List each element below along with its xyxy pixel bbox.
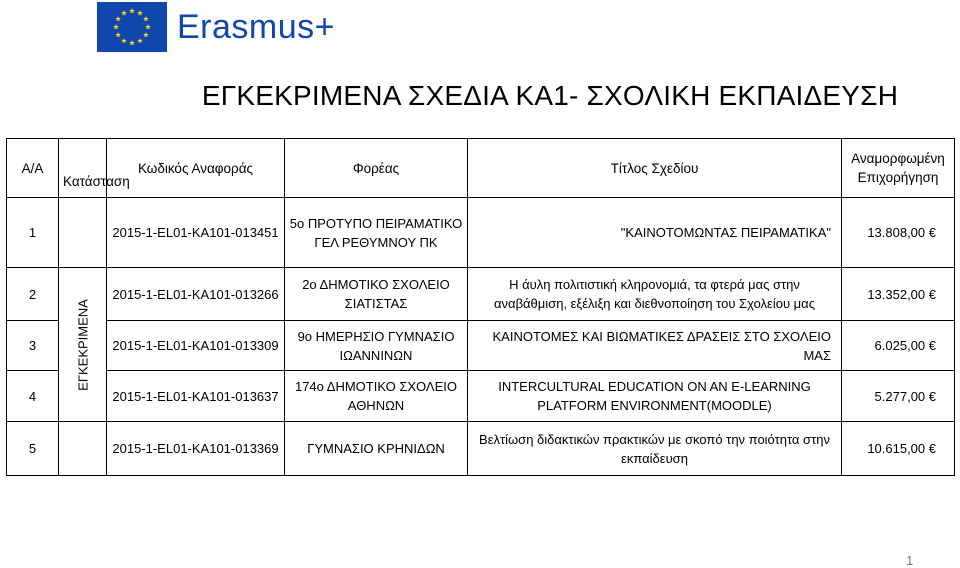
row-project: INTERCULTURAL EDUCATION ON AN E-LEARNING PLATFORM ENVIRONMENT(MOODLE) bbox=[468, 371, 842, 422]
row-grant: 6.025,00 € bbox=[842, 321, 955, 371]
flag-star-icon bbox=[115, 16, 121, 21]
table-row bbox=[7, 371, 955, 422]
row-code: 2015-1-EL01-KA101-013451 bbox=[107, 198, 285, 268]
row-org: 174ο ΔΗΜΟΤΙΚΟ ΣΧΟΛΕΙΟ ΑΘΗΝΩΝ bbox=[285, 371, 468, 422]
col-header-grant: Αναμορφωμένη Επιχορήγηση bbox=[842, 139, 955, 198]
logo-text: Erasmus+ bbox=[177, 8, 335, 46]
header-row bbox=[7, 139, 955, 198]
status-cell-empty bbox=[59, 422, 107, 476]
col-header-num: Α/Α bbox=[7, 139, 59, 198]
row-project: Βελτίωση διδακτικών πρακτικών με σκοπό την ποιότητα στην εκπαίδευση bbox=[468, 422, 842, 476]
eu-flag-icon bbox=[97, 2, 167, 52]
col-header-code: Κωδικός Αναφοράς bbox=[107, 139, 285, 198]
flag-star-icon bbox=[143, 16, 149, 21]
row-project: ΚΑΙΝΟΤΟΜΕΣ ΚΑΙ ΒΙΩΜΑΤΙΚΕΣ ΔΡΑΣΕΙΣ ΣΤΟ ΣΧΟΛΕΙΟ ΜΑΣ bbox=[468, 321, 842, 371]
row-project: Η άυλη πολιτιστική κληρονομιά, τα φτερά μας στην αναβάθμιση, εξέλιξη και διεθνοποίηση του Σχολείου μας bbox=[468, 268, 842, 321]
table-row bbox=[7, 321, 955, 371]
flag-star-icon bbox=[115, 32, 121, 37]
erasmus-logo bbox=[97, 2, 335, 52]
col-header-project: Τίτλος Σχεδίου bbox=[468, 139, 842, 198]
col-header-status: Κατάσταση bbox=[59, 139, 107, 198]
row-grant: 10.615,00 € bbox=[842, 422, 955, 476]
flag-star-icon bbox=[121, 10, 127, 15]
page-title: ΕΓΚΕΚΡΙΜΕΝΑ ΣΧΕΔΙΑ ΚΑ1- ΣΧΟΛΙΚΗ ΕΚΠΑΙΔΕΥΣΗ bbox=[201, 80, 899, 111]
flag-star-icon bbox=[121, 38, 127, 43]
row-num: 4 bbox=[7, 371, 59, 422]
row-code: 2015-1-EL01-KA101-013266 bbox=[107, 268, 285, 321]
row-num: 5 bbox=[7, 422, 59, 476]
page-number: 1 bbox=[906, 553, 914, 568]
row-org: 9ο ΗΜΕΡΗΣΙΟ ΓΥΜΝΑΣΙΟ ΙΩΑΝΝΙΝΩΝ bbox=[285, 321, 468, 371]
flag-star-icon bbox=[113, 24, 119, 29]
row-code: 2015-1-EL01-KA101-013369 bbox=[107, 422, 285, 476]
row-num: 1 bbox=[7, 198, 59, 268]
flag-star-icon bbox=[143, 32, 149, 37]
row-code: 2015-1-EL01-KA101-013309 bbox=[107, 321, 285, 371]
row-num: 3 bbox=[7, 321, 59, 371]
status-label: ΕΓΚΕΚΡΙΜΕΝΑ bbox=[75, 298, 90, 391]
table-row bbox=[7, 422, 955, 476]
status-cell bbox=[59, 268, 107, 422]
row-org: 5ο ΠΡΟΤΥΠΟ ΠΕΙΡΑΜΑΤΙΚΟ ΓΕΛ ΡΕΘΥΜΝΟΥ ΠΚ bbox=[285, 198, 468, 268]
status-cell-empty bbox=[59, 198, 107, 268]
row-grant: 13.352,00 € bbox=[842, 268, 955, 321]
row-num: 2 bbox=[7, 268, 59, 321]
flag-star-icon bbox=[137, 38, 143, 43]
col-header-org: Φορέας bbox=[285, 139, 468, 198]
projects-table bbox=[6, 138, 955, 476]
row-project: "ΚΑΙΝΟΤΟΜΩΝΤΑΣ ΠΕΙΡΑΜΑΤΙΚΑ" bbox=[468, 198, 842, 268]
row-org: 2ο ΔΗΜΟΤΙΚΟ ΣΧΟΛΕΙΟ ΣΙΑΤΙΣΤΑΣ bbox=[285, 268, 468, 321]
row-grant: 5.277,00 € bbox=[842, 371, 955, 422]
table-row bbox=[7, 268, 955, 321]
row-grant: 13.808,00 € bbox=[842, 198, 955, 268]
flag-star-icon bbox=[129, 8, 135, 13]
flag-star-icon bbox=[145, 24, 151, 29]
flag-star-icon bbox=[129, 40, 135, 45]
table-row bbox=[7, 198, 955, 268]
row-code: 2015-1-EL01-KA101-013637 bbox=[107, 371, 285, 422]
flag-star-icon bbox=[137, 10, 143, 15]
row-org: ΓΥΜΝΑΣΙΟ ΚΡΗΝΙΔΩΝ bbox=[285, 422, 468, 476]
